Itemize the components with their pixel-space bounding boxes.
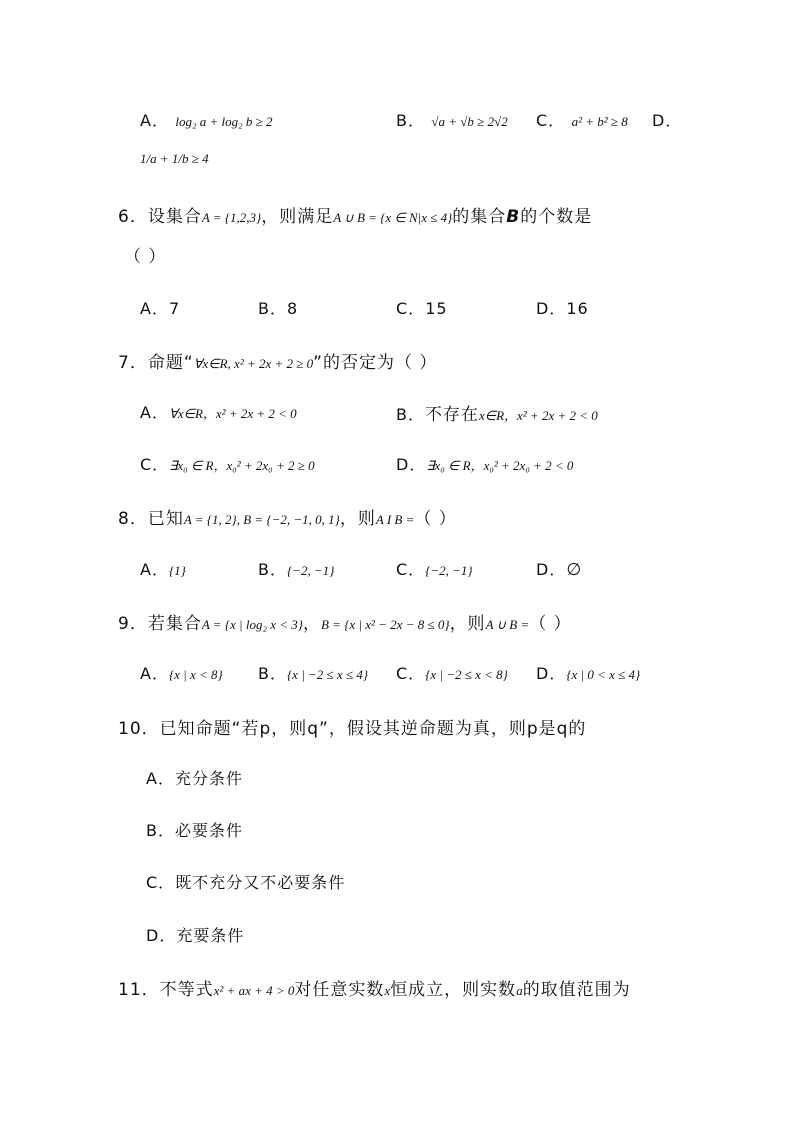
q8-option-c <box>396 557 473 580</box>
option-text: 8 <box>286 299 299 318</box>
math-expression: ∀x∈R, x² + 2x + 2 ≥ 0 <box>193 356 314 371</box>
option-text: ∅ <box>566 560 583 580</box>
q6-option-b <box>258 296 298 319</box>
option-text: {x | x < 8} <box>168 667 223 682</box>
option-label: A． <box>140 560 169 579</box>
option-text: 充要条件 <box>176 926 245 945</box>
q10-option-d <box>146 923 244 946</box>
math-variable: B <box>506 207 521 227</box>
math-expression: x² + ax + 4 > 0 <box>213 983 295 998</box>
option-text: {−2, −1} <box>286 563 335 578</box>
math-expression: log₂ a + log₂ b ≥ 2 <box>175 114 273 129</box>
q8-option-d <box>536 557 582 580</box>
option-text: {x | −2 ≤ x ≤ 4} <box>286 667 369 682</box>
question-text: ， <box>302 614 321 634</box>
math-expression: B = {x | x² − 2x − 8 ≤ 0} <box>320 617 450 632</box>
option-label: C． <box>146 873 176 892</box>
question-text: ”的否定为（ ） <box>313 353 438 373</box>
option-text: {1} <box>168 563 186 578</box>
math-expression: A = {1, 2}, B = {−2, −1, 0, 1} <box>183 512 340 527</box>
question-text: 8．已知 <box>118 509 184 529</box>
q7-stem <box>118 348 437 373</box>
question-text: 的取值范围为 <box>522 980 631 1000</box>
question-text: ，则 <box>339 509 376 529</box>
q6-option-a <box>140 296 180 319</box>
q5-option-a <box>140 108 273 131</box>
option-label: B． <box>258 664 287 683</box>
option-label: D． <box>536 299 567 318</box>
option-text: 15 <box>425 299 448 318</box>
math-expression: A I B = <box>375 512 415 527</box>
q6-option-c <box>396 296 448 319</box>
math-expression: A ∪ B = {x ∈ N|x ≤ 4} <box>333 210 453 225</box>
q9-stem <box>118 609 572 634</box>
option-label: B． <box>396 111 425 130</box>
q7-option-d <box>396 452 573 475</box>
q7-option-c <box>140 452 315 475</box>
option-text: 必要条件 <box>174 821 243 840</box>
q10-stem <box>118 714 586 739</box>
option-label: D． <box>396 455 427 474</box>
q5-option-d-label <box>652 108 682 131</box>
option-text: {x | −2 ≤ x < 8} <box>425 667 508 682</box>
q10-option-c <box>146 870 345 893</box>
q10-option-b <box>146 818 243 841</box>
option-text: 16 <box>566 299 589 318</box>
option-label: D． <box>652 111 683 130</box>
math-variable: x <box>384 983 391 998</box>
question-text: ，则满足 <box>261 207 334 227</box>
math-expression: ∃x₀ ∈ R，x₀² + 2x₀ + 2 < 0 <box>426 458 574 473</box>
question-text: 恒成立，则实数 <box>390 980 517 1000</box>
option-label: B． <box>146 821 175 840</box>
question-text: 的集合 <box>452 207 507 227</box>
q10-option-a <box>146 766 243 789</box>
option-label: B． <box>258 299 287 318</box>
math-expression: A = {x | log₂ x < 3} <box>201 617 303 632</box>
option-label: D． <box>536 664 567 683</box>
math-variable: a <box>516 983 523 998</box>
q9-option-c <box>396 661 508 684</box>
question-text: 对任意实数 <box>294 980 385 1000</box>
question-text: 11．不等式 <box>118 980 214 1000</box>
q8-option-a <box>140 557 186 580</box>
option-text: {−2, −1} <box>425 563 473 578</box>
q6-answer-paren <box>124 242 166 267</box>
option-text: 既不充分又不必要条件 <box>175 873 346 892</box>
question-text: 9．若集合 <box>118 614 202 634</box>
answer-blank: （ ） <box>124 247 167 267</box>
option-label: C． <box>396 299 426 318</box>
math-expression: A = {1,2,3} <box>201 210 262 225</box>
q9-option-a <box>140 661 223 684</box>
math-expression: √a + √b ≥ 2√2 <box>431 114 508 129</box>
q8-stem <box>118 504 457 529</box>
option-label: A． <box>146 769 175 788</box>
question-text: 的个数是 <box>520 207 593 227</box>
option-text: 7 <box>168 299 181 318</box>
math-expression: 1/a + 1/b ≥ 4 <box>140 151 209 166</box>
option-label: C． <box>140 455 170 474</box>
option-text: 充分条件 <box>174 769 243 788</box>
math-expression: ∀x∈R，x² + 2x + 2 < 0 <box>168 406 297 421</box>
option-label: C． <box>396 560 426 579</box>
option-label: A． <box>140 299 169 318</box>
question-text: ，则 <box>449 614 486 634</box>
question-text: 7．命题“ <box>118 353 194 373</box>
q8-option-b <box>258 557 334 580</box>
option-label: D． <box>146 926 177 945</box>
math-expression: x∈R，x² + 2x + 2 < 0 <box>478 408 598 423</box>
option-text: {x | 0 < x ≤ 4} <box>566 667 641 682</box>
option-label: C． <box>536 111 566 130</box>
math-expression: a² + b² ≥ 8 <box>571 114 628 129</box>
q7-option-b <box>396 400 598 425</box>
q9-option-d <box>536 661 640 684</box>
answer-blank: （ ） <box>529 614 572 634</box>
option-label: A． <box>140 664 169 683</box>
option-text: 不存在 <box>424 405 479 425</box>
q9-option-b <box>258 661 368 684</box>
q5-option-b <box>396 108 508 131</box>
q7-option-a <box>140 400 297 423</box>
q6-option-d <box>536 296 589 319</box>
option-label: B． <box>396 405 425 424</box>
math-expression: ∃x₀ ∈ R，x₀² + 2x₀ + 2 ≥ 0 <box>169 458 315 473</box>
option-label: B． <box>258 560 287 579</box>
answer-blank: （ ） <box>414 509 457 529</box>
q5-option-d-math <box>140 148 209 168</box>
q5-option-c <box>536 108 628 131</box>
q6-stem <box>118 202 592 227</box>
question-text: 6．设集合 <box>118 207 202 227</box>
option-label: D． <box>536 560 567 579</box>
option-label: A． <box>140 111 169 130</box>
option-label: C． <box>396 664 426 683</box>
option-label: A． <box>140 403 169 422</box>
q11-stem <box>118 975 631 1000</box>
math-expression: A ∪ B = <box>485 617 530 632</box>
question-text: 10．已知命题“若p，则q”，假设其逆命题为真，则p是q的 <box>118 719 587 739</box>
